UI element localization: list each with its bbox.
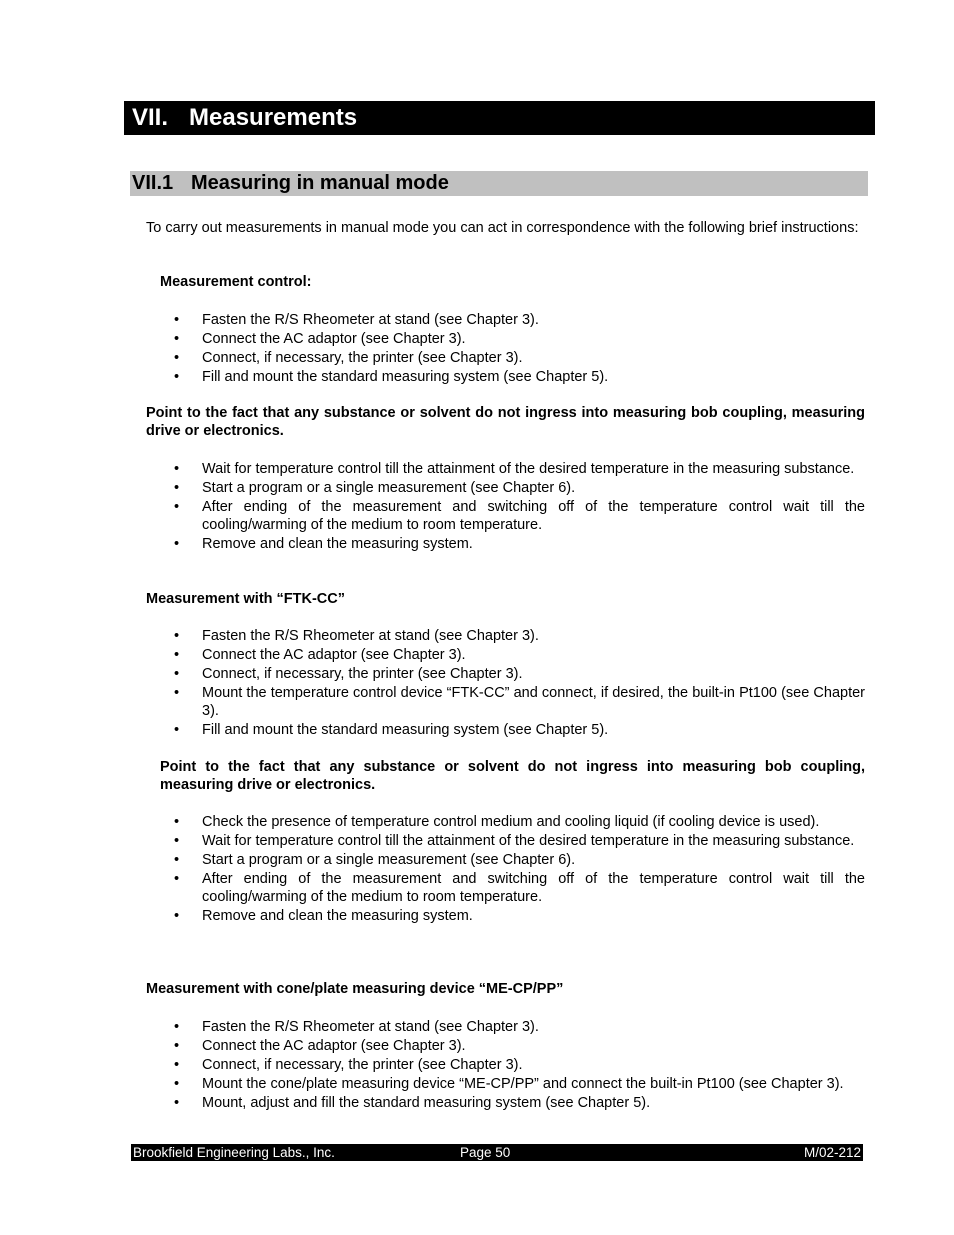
list-item: • Fasten the R/S Rheometer at stand (see Chapter 3). [174, 311, 865, 329]
list-item: • Wait for temperature control till the attainment of the desired temperature in the measuring substance. [174, 832, 865, 850]
list-item: • Connect, if necessary, the printer (see Chapter 3). [174, 1056, 865, 1074]
list-item: • Start a program or a single measurement (see Chapter 6). [174, 479, 865, 497]
list-item: • Remove and clean the measuring system. [174, 535, 865, 553]
chapter-title: Measurements [189, 104, 358, 131]
list-item: • Fill and mount the standard measuring system (see Chapter 5). [174, 368, 865, 386]
list-item: • Wait for temperature control till the attainment of the desired temperature in the measuring substance. [174, 460, 865, 478]
list-item: • Mount the cone/plate measuring device “ME-CP/PP” and connect the built-in Pt100 (see Chapter 3). [174, 1075, 865, 1093]
block1-list-b [174, 460, 865, 554]
block1-warning: Point to the fact that any substance or solvent do not ingress into measuring bob coupling, measuring drive or electronics. [146, 405, 865, 439]
list-item: • Mount the temperature control device “FTK-CC” and connect, if desired, the built-in Pt100 (see Chapter 3). [174, 684, 865, 720]
section-number: VII.1 [132, 172, 174, 194]
page-footer [131, 1144, 863, 1161]
block2-warning: Point to the fact that any substance or solvent do not ingress into measuring bob coupling, measuring drive or electronics. [160, 759, 865, 793]
footer-company: Brookfield Engineering Labs., Inc. [133, 1145, 335, 1160]
list-item: • Fasten the R/S Rheometer at stand (see Chapter 3). [174, 1018, 865, 1036]
list-item: • Connect, if necessary, the printer (see Chapter 3). [174, 349, 865, 367]
list-item: • Connect the AC adaptor (see Chapter 3). [174, 1037, 865, 1055]
list-item: • Fill and mount the standard measuring system (see Chapter 5). [174, 721, 865, 739]
list-item: • Connect the AC adaptor (see Chapter 3). [174, 646, 865, 664]
block1-heading: Measurement control: [160, 274, 312, 290]
list-item: • Connect, if necessary, the printer (see Chapter 3). [174, 665, 865, 683]
list-item: • Start a program or a single measurement (see Chapter 6). [174, 851, 865, 869]
list-item: • Fasten the R/S Rheometer at stand (see Chapter 3). [174, 627, 865, 645]
chapter-number: VII. [132, 104, 169, 131]
list-item: • After ending of the measurement and switching off of the temperature control wait till the cooling/warming of the medium to room temperature. [174, 870, 865, 906]
section-heading [130, 171, 868, 196]
block3-heading: Measurement with cone/plate measuring device “ME-CP/PP” [146, 981, 564, 997]
block3-list-a [174, 1018, 865, 1113]
block2-list-b [174, 813, 865, 926]
block2-list-a [174, 627, 865, 740]
list-item: • After ending of the measurement and switching off of the temperature control wait till the cooling/warming of the medium to room temperature. [174, 498, 865, 534]
section-title: Measuring in manual mode [191, 172, 449, 194]
block1-list-a [174, 311, 865, 387]
footer-doc-id: M/02-212 [803, 1145, 861, 1160]
block2-heading: Measurement with “FTK-CC” [146, 591, 345, 607]
chapter-heading [124, 101, 875, 135]
list-item: • Mount, adjust and fill the standard measuring system (see Chapter 5). [174, 1094, 865, 1112]
list-item: • Remove and clean the measuring system. [174, 907, 865, 925]
list-item: • Check the presence of temperature control medium and cooling liquid (if cooling device is used). [174, 813, 865, 831]
list-item: • Connect the AC adaptor (see Chapter 3). [174, 330, 865, 348]
footer-page-number: Page 50 [460, 1145, 511, 1160]
intro-paragraph: To carry out measurements in manual mode you can act in correspondence with the following brief instructions: [146, 220, 859, 236]
